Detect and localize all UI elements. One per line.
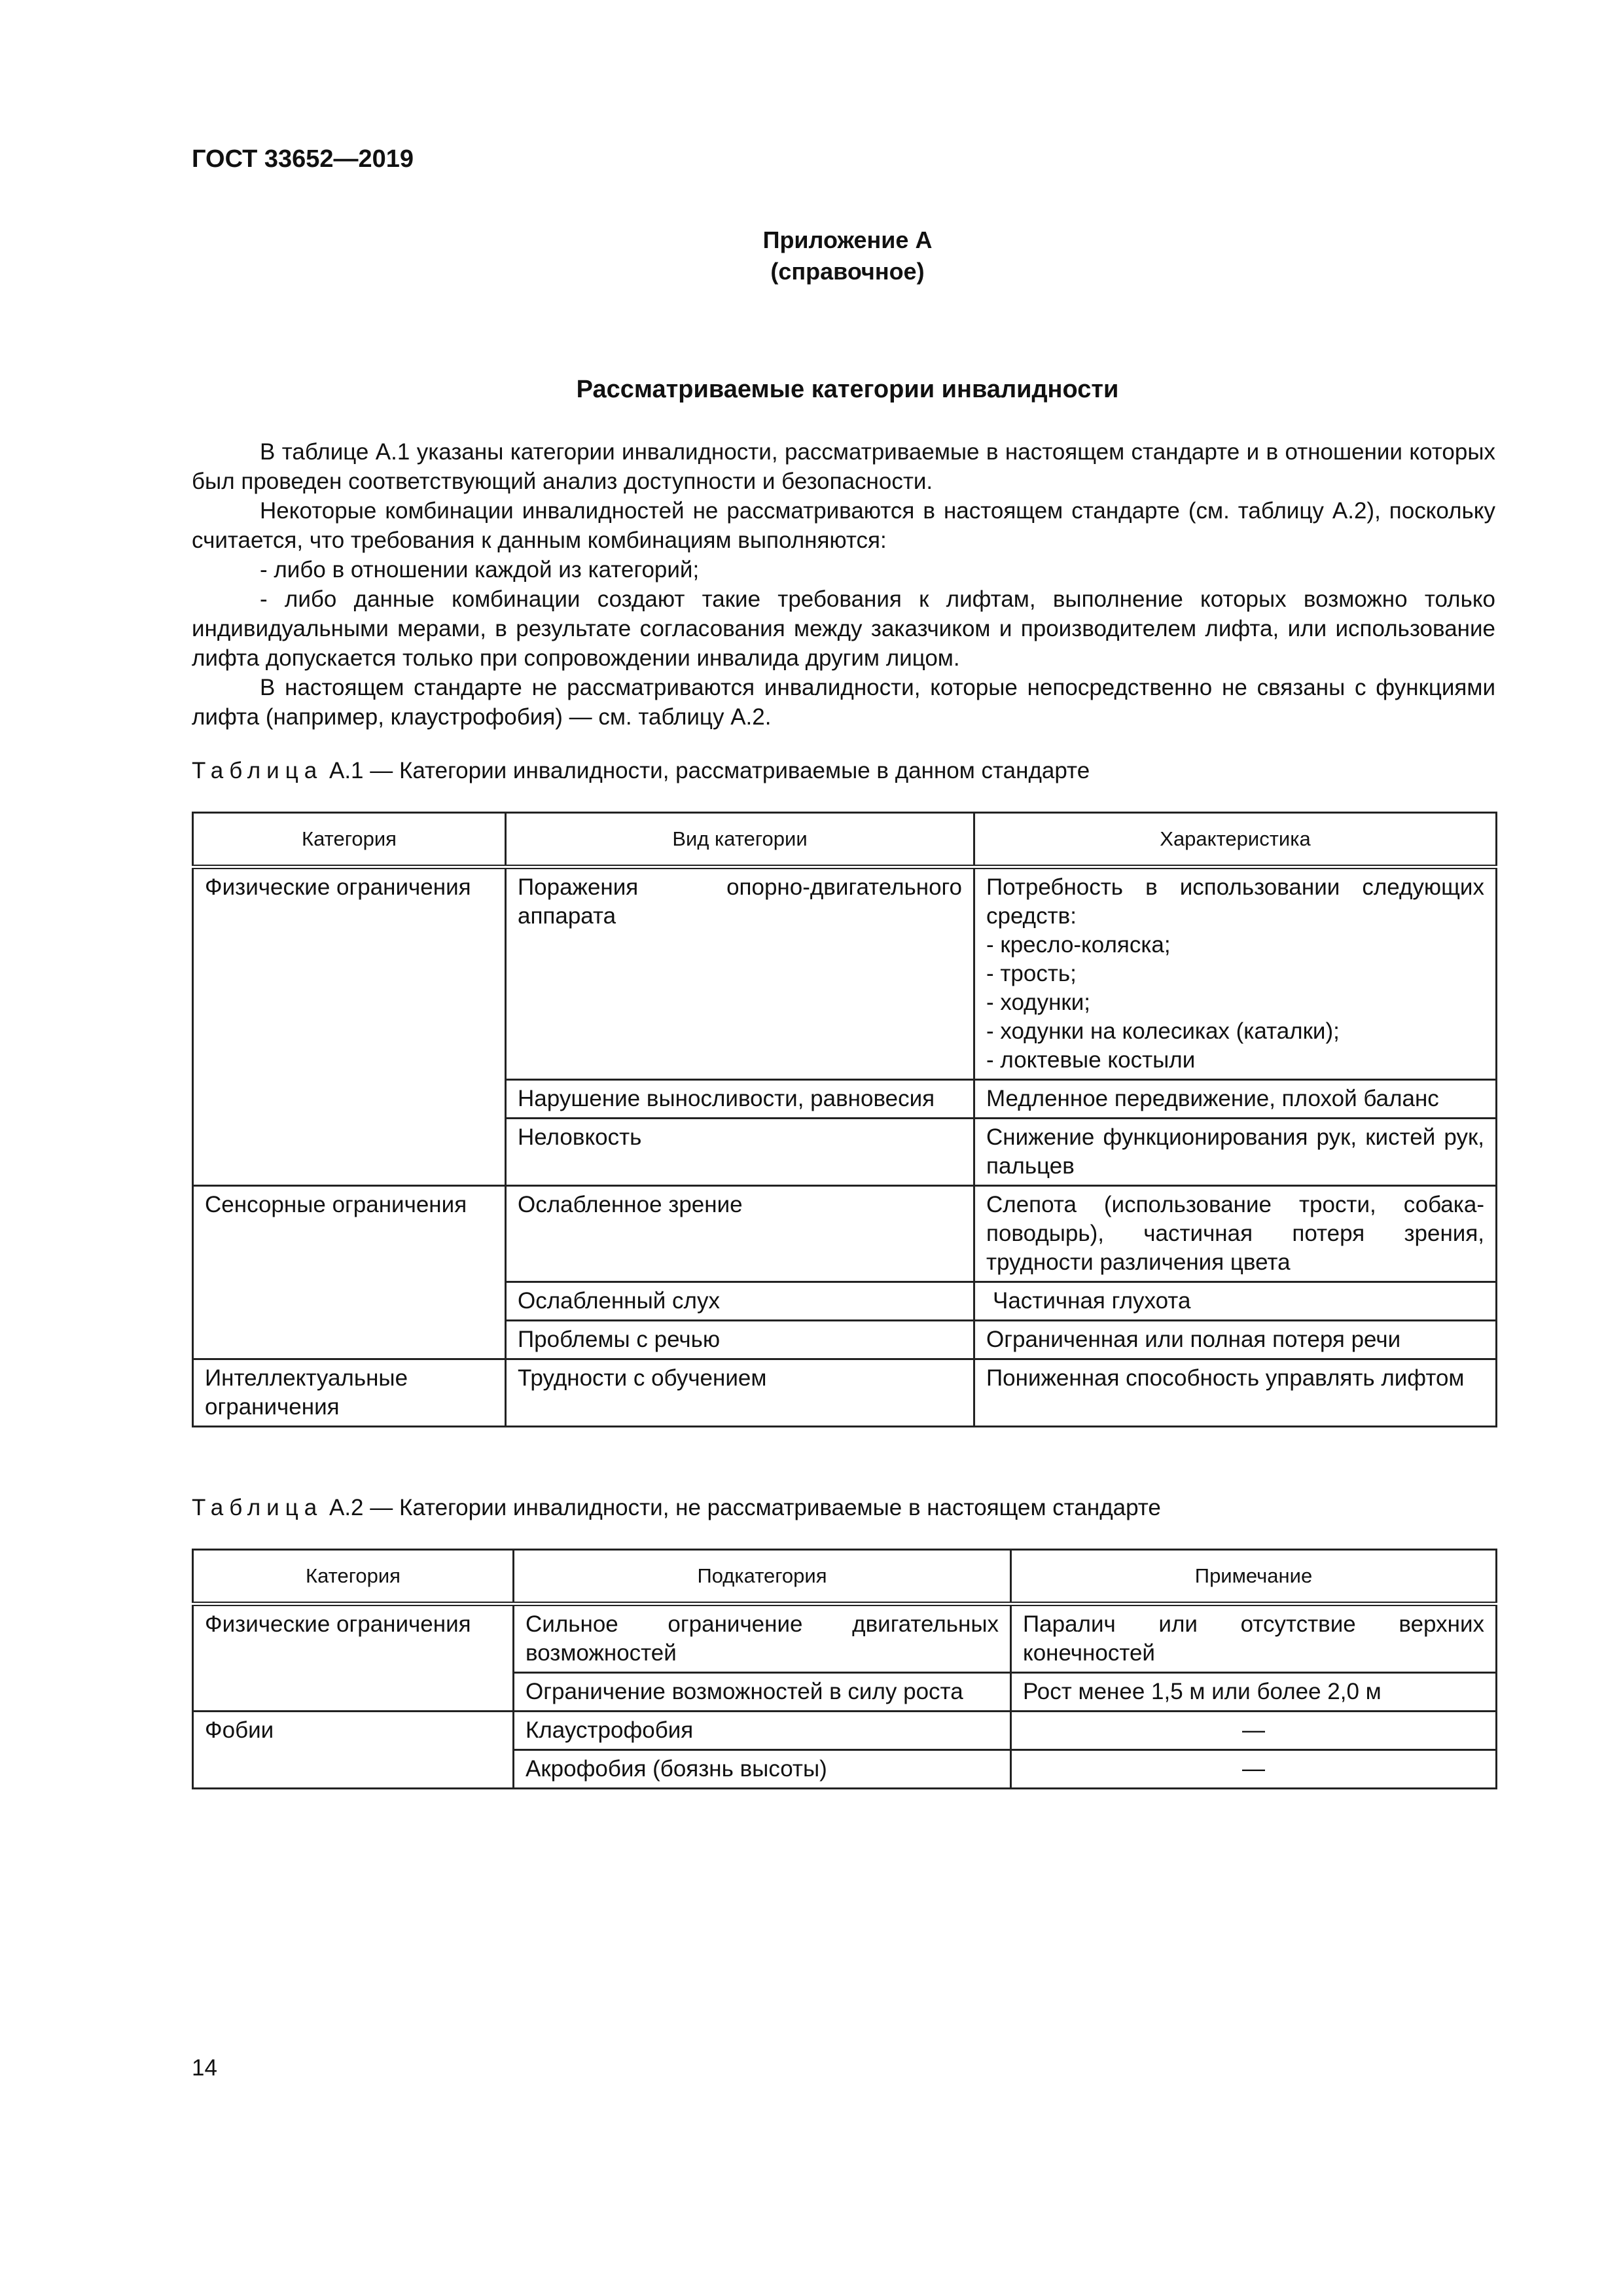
table2-caption [192, 1495, 1161, 1521]
table-cell: Фобии [193, 1712, 514, 1789]
column-header: Характеристика [974, 813, 1497, 867]
section-title: Рассматриваемые категории инвалидности [576, 376, 1119, 403]
table-cell: Нарушение выносливости, равновесия [506, 1080, 974, 1119]
table2-caption-prefix: Таблица [192, 1495, 323, 1520]
list-item: - либо в отношении каждой из категорий; [260, 557, 700, 583]
table-row [193, 1712, 1497, 1750]
table-cell: Рост менее 1,5 м или более 2,0 м [1011, 1673, 1497, 1712]
table-cell: Клаустрофобия [514, 1712, 1011, 1750]
table-row [193, 1604, 1497, 1673]
table1-caption-text: А.1 — Категории инвалидности, рассматриваемые в данном стандарте [329, 758, 1090, 783]
cell-text: Потребность в использовании следующих средств: [986, 874, 1484, 929]
table-cell: Сенсорные ограничения [193, 1186, 506, 1359]
table-cell: Ограниченная или полная потеря речи [974, 1321, 1497, 1359]
table-cell: Поражения опорно-двигательного аппарата [506, 867, 974, 1080]
appendix-title: Приложение А [762, 226, 933, 253]
table-cell: Паралич или отсутствие верхних конечностей [1011, 1604, 1497, 1673]
table-header-row [193, 1550, 1497, 1604]
paragraph: В таблице А.1 указаны категории инвалидности, рассматриваемые в настоящем стандарте и в отношении которых был проведен соответствующий анализ доступности и безопасности. [192, 439, 1495, 494]
document-code: ГОСТ 33652—2019 [192, 145, 414, 173]
table-cell: Физические ограничения [193, 1604, 514, 1712]
table-cell: Ограничение возможностей в силу роста [514, 1673, 1011, 1712]
table-cell: Проблемы с речью [506, 1321, 974, 1359]
table-cell: Снижение функционирования рук, кистей рук, пальцев [974, 1119, 1497, 1186]
paragraph: В настоящем стандарте не рассматриваются инвалидности, которые непосредственно не связаны с функциями лифта (например, клаустрофобия) — см. таблицу А.2. [192, 675, 1495, 730]
table-cell: Ослабленное зрение [506, 1186, 974, 1282]
table-cell: Сильное ограничение двигательных возможностей [514, 1604, 1011, 1673]
table-cell: Слепота (использование трости, собака-поводырь), частичная потеря зрения, трудности различения цвета [974, 1186, 1497, 1282]
appendix-heading [0, 224, 1623, 287]
table-cell: — [1011, 1712, 1497, 1750]
appendix-subtitle: (справочное) [770, 258, 925, 285]
list-item: - ходунки на колесиках (каталки); [986, 1018, 1340, 1044]
list-item: - трость; [986, 961, 1077, 986]
table-cell: Трудности с обучением [506, 1359, 974, 1427]
list-item: - кресло-коляска; [986, 932, 1171, 958]
table-cell: Медленное передвижение, плохой баланс [974, 1080, 1497, 1119]
column-header: Категория [193, 1550, 514, 1604]
table1-caption-prefix: Таблица [192, 758, 323, 783]
column-header: Вид категории [506, 813, 974, 867]
table2-caption-text: А.2 — Категории инвалидности, не рассматриваемые в настоящем стандарте [329, 1495, 1161, 1520]
table-cell: Интеллектуальные ограничения [193, 1359, 506, 1427]
table-cell: Акрофобия (боязнь высоты) [514, 1750, 1011, 1789]
column-header: Примечание [1011, 1550, 1497, 1604]
body-text [192, 437, 1495, 732]
table1 [192, 812, 1497, 1427]
column-header: Подкатегория [514, 1550, 1011, 1604]
list-item: - ходунки; [986, 990, 1091, 1015]
table2 [192, 1549, 1497, 1789]
table-cell: Пониженная способность управлять лифтом [974, 1359, 1497, 1427]
table-cell: Ослабленный слух [506, 1282, 974, 1321]
page-number: 14 [192, 2055, 217, 2081]
list-item: - локтевые костыли [986, 1047, 1196, 1073]
table1-caption [192, 758, 1090, 784]
table-cell: Неловкость [506, 1119, 974, 1186]
paragraph: Некоторые комбинации инвалидностей не рассматриваются в настоящем стандарте (см. таблицу А.2), поскольку считается, что требования к данным комбинациям выполняются: [192, 498, 1495, 553]
list-item: - либо данные комбинации создают такие требования к лифтам, выполнение которых возможно только индивидуальными мерами, в результате согласования между заказчиком и производителем лифта, или использование лифта допускается только при сопровождении инвалида другим лицом. [192, 586, 1495, 671]
table-cell [974, 867, 1497, 1080]
table-cell: Частичная глухота [974, 1282, 1497, 1321]
table-row [193, 1186, 1497, 1282]
table-header-row [193, 813, 1497, 867]
table-cell: Физические ограничения [193, 867, 506, 1186]
column-header: Категория [193, 813, 506, 867]
table-cell: — [1011, 1750, 1497, 1789]
table-row [193, 867, 1497, 1080]
table-row [193, 1359, 1497, 1427]
